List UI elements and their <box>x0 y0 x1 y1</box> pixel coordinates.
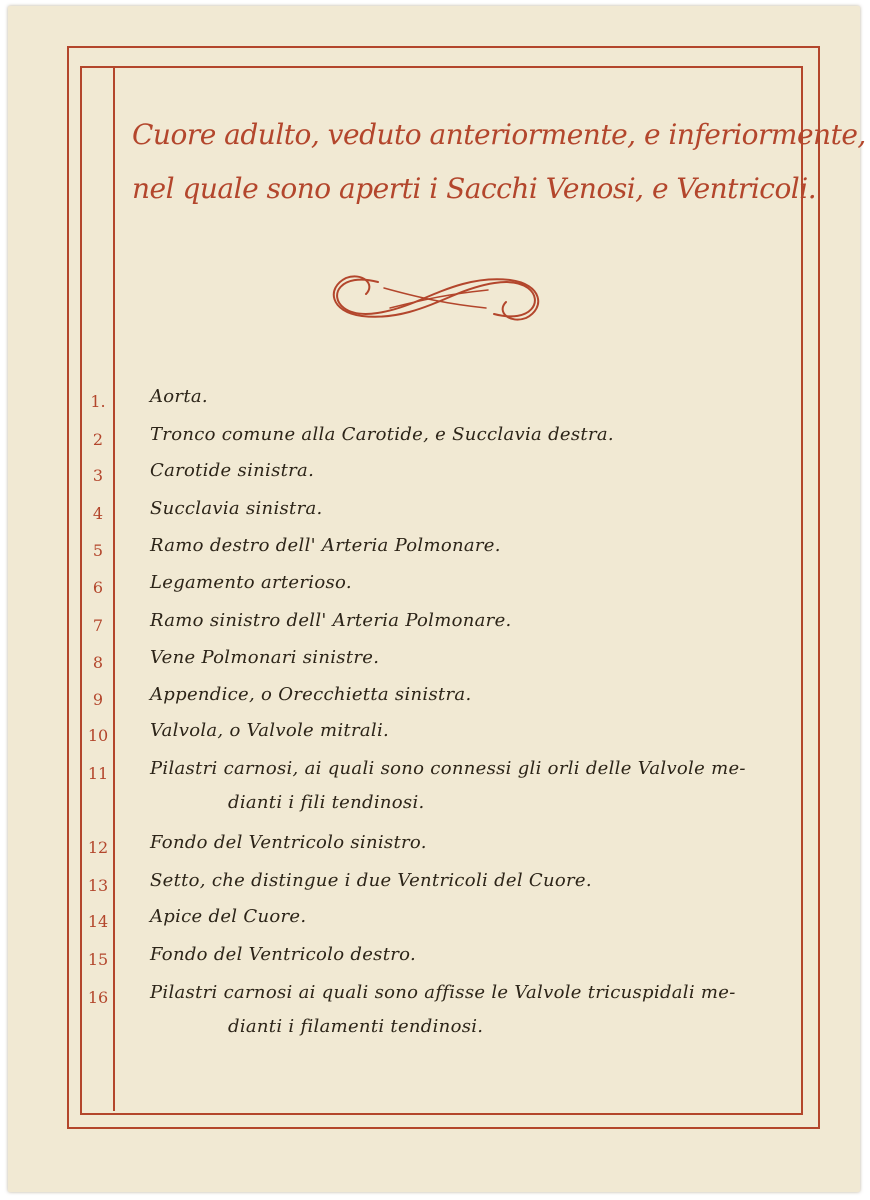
item-text: Appendice, o Orecchietta sinistra. <box>150 684 472 705</box>
item-number: 16 <box>87 988 109 1007</box>
item-text: Setto, che distingue i due Ventricoli del Cuore. <box>150 870 592 891</box>
item-text: Fondo del Ventricolo sinistro. <box>150 832 427 853</box>
item-number: 9 <box>92 690 104 709</box>
item-number: 5 <box>92 541 104 560</box>
item-number: 11 <box>87 764 109 783</box>
item-text: Carotide sinistra. <box>150 460 315 481</box>
item-number: 3 <box>92 466 104 485</box>
item-text: Ramo sinistro dell' Arteria Polmonare. <box>150 610 512 631</box>
item-text: Tronco comune alla Carotide, e Succlavia destra. <box>150 424 614 445</box>
item-number: 1. <box>90 392 106 411</box>
item-number: 8 <box>92 653 104 672</box>
title-line: Cuore adulto, veduto anteriormente, e inferiormente, <box>132 118 866 151</box>
title-line: nel quale sono aperti i Sacchi Venosi, e Ventricoli. <box>132 172 817 205</box>
item-number: 7 <box>92 616 104 635</box>
item-number: 12 <box>87 838 109 857</box>
item-text: Fondo del Ventricolo destro. <box>150 944 416 965</box>
item-number: 6 <box>92 578 104 597</box>
item-text: Pilastri carnosi ai quali sono affisse le Valvole tricuspidali me- <box>150 982 736 1003</box>
item-text: Pilastri carnosi, ai quali sono connessi gli orli delle Valvole me- <box>150 758 746 779</box>
item-number: 13 <box>87 876 109 895</box>
item-text: Aorta. <box>150 386 208 407</box>
item-text: dianti i filamenti tendinosi. <box>228 1016 484 1037</box>
page-title <box>132 108 866 216</box>
item-text: Succlavia sinistra. <box>150 498 323 519</box>
flourish-ornament <box>320 268 552 328</box>
item-text: Vene Polmonari sinistre. <box>150 647 380 668</box>
item-number: 14 <box>87 912 109 931</box>
item-number: 15 <box>87 950 109 969</box>
item-text: Ramo destro dell' Arteria Polmonare. <box>150 535 501 556</box>
item-text: dianti i fili tendinosi. <box>228 792 425 813</box>
item-text: Valvola, o Valvole mitrali. <box>150 720 390 741</box>
item-text: Apice del Cuore. <box>150 906 307 927</box>
item-number: 4 <box>92 504 104 523</box>
item-number: 2 <box>92 430 104 449</box>
item-text: Legamento arterioso. <box>150 572 352 593</box>
item-number: 10 <box>87 726 109 745</box>
